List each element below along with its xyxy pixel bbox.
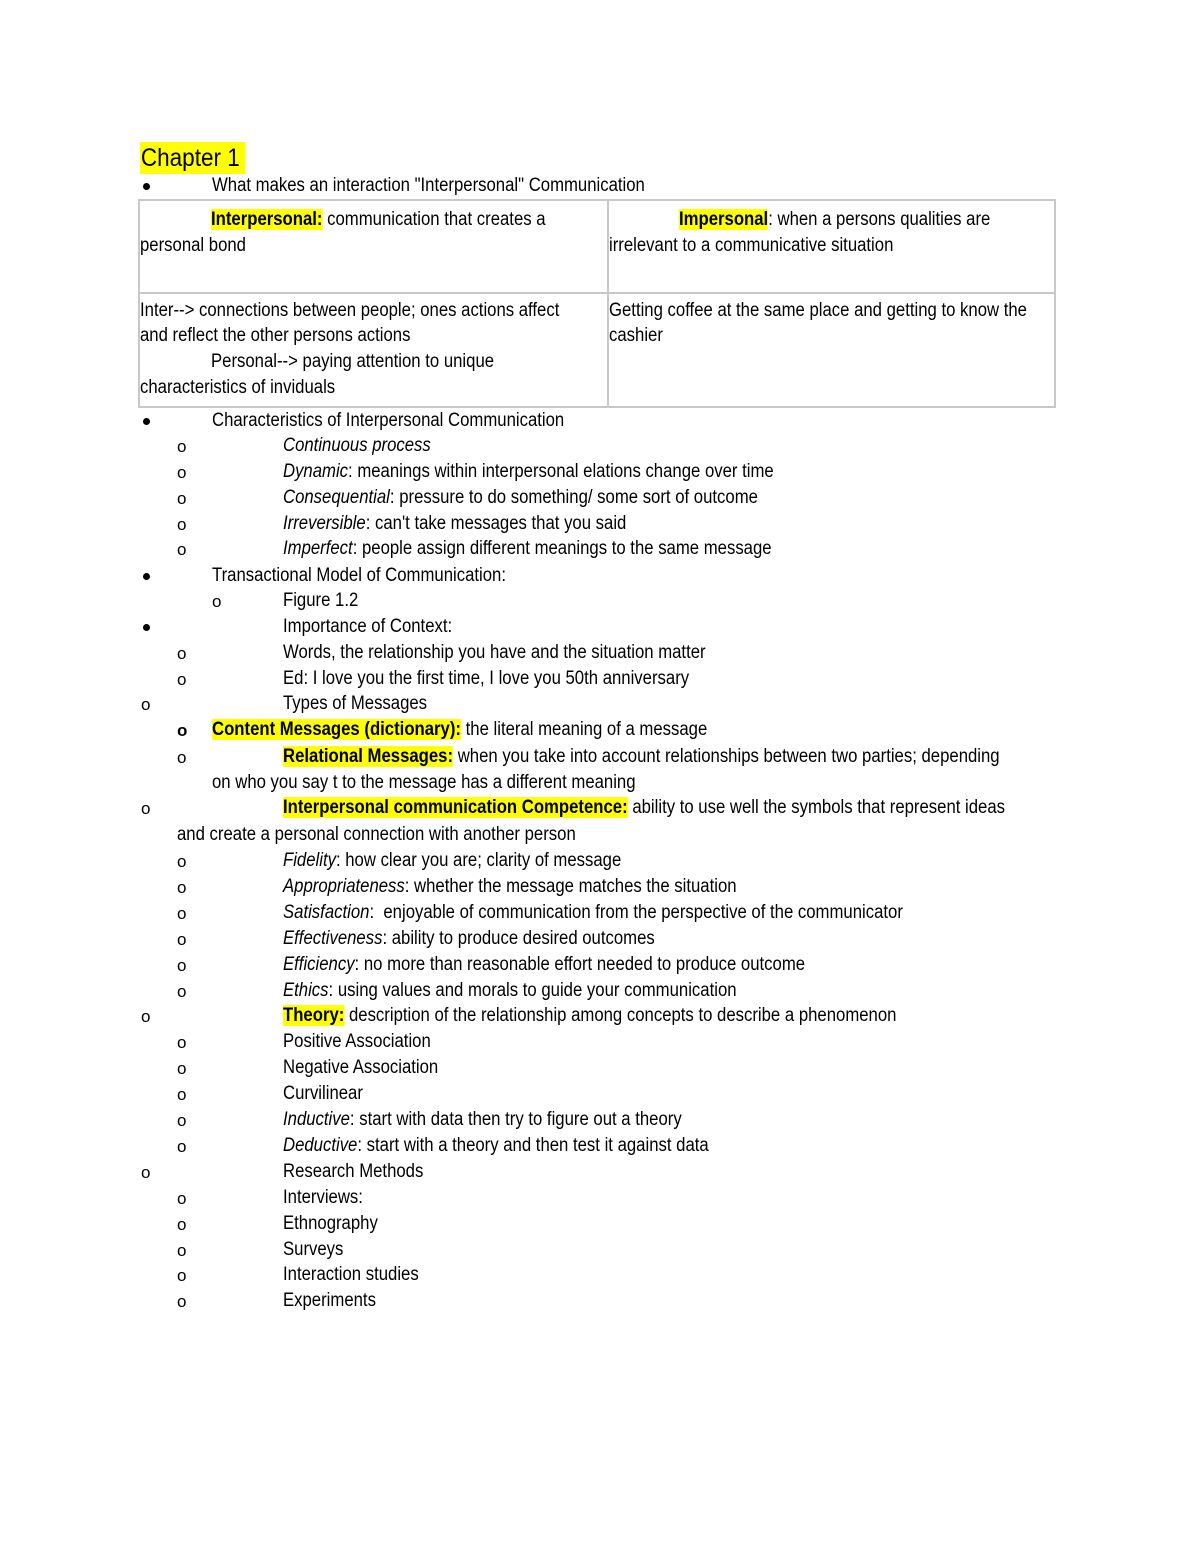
cell-line	[211, 208, 546, 232]
term-competence: Interpersonal communication Competence:	[283, 797, 628, 818]
item-desc: : can't take messages that you said	[365, 513, 627, 534]
circle-bullet: o	[177, 982, 187, 1001]
circle-bullet: o	[177, 930, 187, 949]
bullet-disc	[143, 418, 150, 425]
table-cell-example	[608, 293, 1055, 407]
chapter-title: Chapter 1	[140, 142, 245, 174]
list-item: Curvilinear	[283, 1083, 363, 1104]
item-term: Consequential	[283, 487, 390, 508]
list-item: Ethnography	[283, 1213, 378, 1234]
circle-bullet: o	[177, 540, 187, 559]
list-item	[283, 927, 655, 951]
item-desc: : pressure to do something/ some sort of outcome	[389, 487, 758, 508]
context-heading: Importance of Context:	[283, 616, 453, 637]
cell-line: Inter--> connections between people; ones actions affect	[140, 300, 560, 321]
list-item	[283, 486, 758, 510]
item-term: Continuous process	[283, 435, 431, 456]
circle-bullet: o	[141, 695, 151, 714]
table-cell-impersonal	[608, 200, 1055, 293]
circle-bullet: o	[141, 1163, 151, 1182]
item-desc: ability to use well the symbols that represent ideas	[627, 797, 1006, 818]
circle-bullet: o	[177, 1033, 187, 1052]
list-item	[283, 953, 805, 977]
item-term: Effectiveness	[283, 928, 383, 949]
definition-table	[138, 199, 1056, 408]
cell-line: cashier	[608, 325, 663, 346]
circle-bullet: o	[177, 670, 187, 689]
item-term: Fidelity	[283, 850, 336, 871]
list-item	[212, 718, 707, 742]
competence-line	[283, 796, 1005, 820]
item-term: Efficiency	[283, 954, 355, 975]
types-heading: Types of Messages	[283, 693, 428, 714]
list-item: Experiments	[283, 1290, 376, 1311]
cell-line	[679, 208, 990, 232]
circle-bullet: o	[177, 463, 187, 482]
list-item: Positive Association	[283, 1031, 431, 1052]
circle-bullet: o	[177, 852, 187, 871]
term-content-messages: Content Messages (dictionary):	[212, 719, 461, 740]
term-impersonal: Impersonal	[678, 209, 769, 230]
circle-bullet: o	[141, 1007, 151, 1026]
theory-line	[283, 1004, 896, 1028]
bullet-disc	[143, 573, 150, 580]
item-desc: : enjoyable of communication from the perspective of the communicator	[369, 902, 903, 923]
list-item	[283, 434, 431, 458]
circle-bullet: o	[177, 489, 187, 508]
list-item: Interviews:	[283, 1187, 363, 1208]
item-desc: when you take into account relationships between two parties; depending	[453, 746, 1000, 767]
competence-continued: and create a personal connection with another person	[177, 824, 576, 845]
list-item	[283, 979, 737, 1003]
circle-bullet: o	[177, 644, 187, 663]
item-desc: : no more than reasonable effort needed to produce outcome	[354, 954, 806, 975]
circle-bullet: o	[177, 1111, 187, 1130]
item-desc: description of the relationship among concepts to describe a phenomenon	[344, 1005, 897, 1026]
item-desc: : start with a theory and then test it against data	[357, 1135, 709, 1156]
item-desc: : people assign different meanings to the same message	[352, 538, 772, 559]
item-term: Imperfect	[283, 538, 353, 559]
figure-ref: Figure 1.2	[283, 590, 359, 611]
circle-bullet: o	[177, 1085, 187, 1104]
list-item: Surveys	[283, 1239, 344, 1260]
cell-line: characteristics of inviduals	[140, 377, 336, 398]
circle-bullet: o	[177, 1215, 187, 1234]
list-item	[283, 1134, 709, 1158]
circle-bullet: o	[177, 437, 187, 456]
item-term: Irreversible	[283, 513, 366, 534]
research-heading: Research Methods	[283, 1161, 424, 1182]
intro-text: What makes an interaction "Interpersonal" Communication	[212, 175, 645, 196]
bullet-disc	[143, 624, 150, 631]
cell-line: and reflect the other persons actions	[140, 325, 411, 346]
circle-bullet: o	[177, 956, 187, 975]
list-item	[283, 460, 774, 484]
circle-bullet: o	[212, 592, 222, 611]
item-desc: : ability to produce desired outcomes	[382, 928, 655, 949]
item-term: Dynamic	[283, 461, 349, 482]
list-item	[283, 901, 903, 925]
table-cell-inter-personal	[139, 293, 608, 407]
list-item: Ed: I love you the first time, I love you 50th anniversary	[283, 668, 690, 689]
circle-bullet: o	[177, 904, 187, 923]
table-cell-interpersonal	[139, 200, 608, 293]
circle-bullet: o	[177, 515, 187, 534]
circle-bullet: o	[177, 1266, 187, 1285]
term-relational-messages: Relational Messages:	[283, 746, 454, 767]
circle-bullet: o	[177, 1241, 187, 1260]
transactional-heading: Transactional Model of Communication:	[212, 565, 506, 586]
circle-bullet: o	[177, 721, 188, 740]
list-item: Negative Association	[283, 1057, 439, 1078]
circle-bullet: o	[177, 1292, 187, 1311]
circle-bullet: o	[177, 1137, 187, 1156]
term-interpersonal: Interpersonal:	[211, 209, 323, 230]
circle-bullet: o	[177, 748, 187, 767]
list-item	[283, 875, 737, 899]
list-item	[283, 1108, 682, 1132]
circle-bullet: o	[141, 799, 151, 818]
list-item	[283, 512, 626, 536]
item-desc: : meanings within interpersonal elations change over time	[348, 461, 774, 482]
circle-bullet: o	[177, 1059, 187, 1078]
item-desc: : start with data then try to figure out a theory	[349, 1109, 682, 1130]
list-item-continued: on who you say t to the message has a different meaning	[212, 772, 636, 793]
list-item	[283, 849, 621, 873]
cell-text: : when a persons qualities are	[768, 209, 991, 230]
item-term: Deductive	[283, 1135, 358, 1156]
cell-line: irrelevant to a communicative situation	[608, 235, 894, 256]
bullet-disc	[143, 183, 150, 190]
cell-line: Personal--> paying attention to unique	[211, 351, 495, 372]
item-desc: : whether the message matches the situation	[404, 876, 737, 897]
cell-line: personal bond	[140, 235, 246, 256]
characteristics-heading: Characteristics of Interpersonal Communication	[212, 410, 565, 431]
item-desc: : how clear you are; clarity of message	[335, 850, 622, 871]
cell-line: Getting coffee at the same place and getting to know the	[608, 300, 1027, 321]
circle-bullet: o	[177, 878, 187, 897]
item-desc: : using values and morals to guide your communication	[328, 980, 737, 1001]
list-item	[283, 537, 772, 561]
circle-bullet: o	[177, 1189, 187, 1208]
list-item	[283, 745, 1000, 769]
term-theory: Theory:	[283, 1005, 345, 1026]
item-term: Satisfaction	[283, 902, 370, 923]
cell-text: communication that creates a	[322, 209, 546, 230]
list-item: Words, the relationship you have and the situation matter	[283, 642, 706, 663]
list-item: Interaction studies	[283, 1264, 419, 1285]
item-desc: the literal meaning of a message	[460, 719, 708, 740]
item-term: Ethics	[283, 980, 329, 1001]
item-term: Appropriateness	[283, 876, 405, 897]
item-term: Inductive	[283, 1109, 350, 1130]
